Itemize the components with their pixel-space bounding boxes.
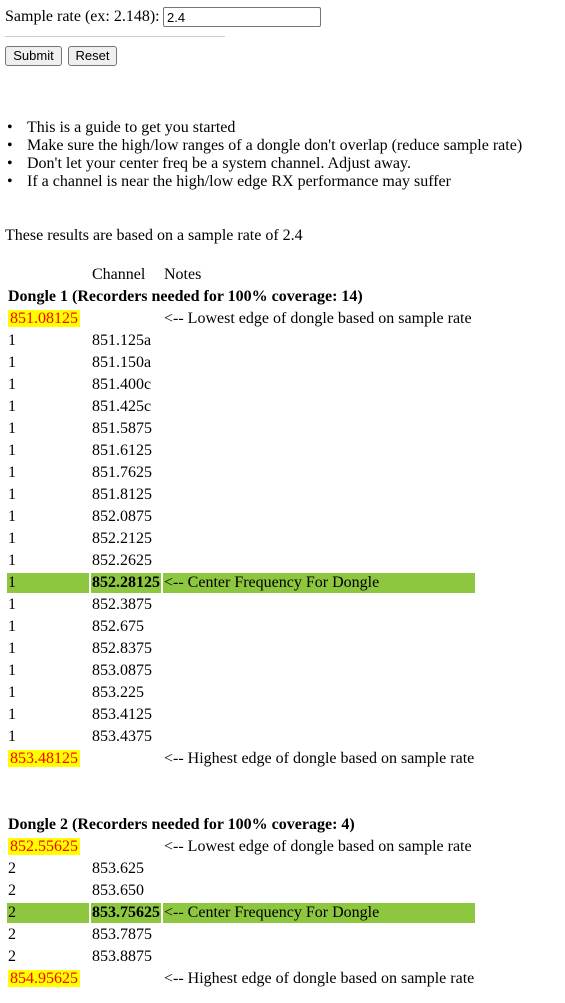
- sample-rate-input[interactable]: [163, 7, 321, 27]
- sample-rate-label: Sample rate (ex: 2.148):: [5, 8, 160, 25]
- dongle-1-section: [7, 287, 475, 769]
- table-row: [7, 551, 475, 571]
- table-row: [7, 595, 475, 615]
- section-spacer: [7, 771, 475, 813]
- recorder-number: 1: [8, 398, 16, 415]
- channel-frequency: 851.150a: [92, 354, 152, 371]
- notes-cell: [163, 595, 475, 615]
- recorder-number: 1: [8, 552, 16, 569]
- recorder-number: 2: [7, 903, 89, 923]
- high-edge-row: [7, 749, 475, 769]
- guide-item-text: If a channel is near the high/low edge RX performance may suffer: [27, 173, 451, 190]
- guide-item: [7, 119, 522, 137]
- channel-frequency: 852.8375: [92, 640, 152, 657]
- center-frequency-row: [7, 903, 475, 923]
- high-edge-cell: [7, 749, 89, 769]
- recorder-number: 1: [8, 508, 16, 525]
- table-row: [7, 507, 475, 527]
- notes-cell: [163, 375, 475, 395]
- guide-item-text: Don't let your center freq be a system channel. Adjust away.: [27, 155, 411, 172]
- notes-cell: [163, 683, 475, 703]
- notes-cell: [163, 529, 475, 549]
- notes-cell: [163, 947, 475, 967]
- channel-frequency: 851.7625: [92, 464, 152, 481]
- table-row: [7, 441, 475, 461]
- notes-cell: [163, 727, 475, 747]
- notes-cell: [163, 705, 475, 725]
- bullet-icon: •: [7, 137, 13, 154]
- notes-cell: [163, 881, 475, 901]
- recorder-number: 2: [8, 860, 16, 877]
- notes-cell: [163, 353, 475, 373]
- form-divider: [5, 36, 225, 37]
- spacer-cell: [7, 771, 475, 813]
- notes-cell: [163, 419, 475, 439]
- guide-list: [0, 119, 522, 191]
- sample-rate-form: [5, 6, 160, 28]
- dongle-title: Dongle 2 (Recorders needed for 100% coverage: 4): [8, 816, 355, 833]
- channel-frequency: 851.8125: [92, 486, 152, 503]
- table-row: [7, 859, 475, 879]
- center-frequency: 852.28125: [92, 574, 160, 591]
- sample-rate-summary: These results are based on a sample rate of 2.4: [5, 227, 303, 244]
- notes-cell: [163, 925, 475, 945]
- channel-frequency: 851.400c: [92, 376, 152, 393]
- notes-cell: [163, 463, 475, 483]
- header-recorder: [7, 265, 89, 285]
- table-row: [7, 485, 475, 505]
- table-row: [7, 947, 475, 967]
- channel-frequency: 851.425c: [92, 398, 152, 415]
- recorder-number: 1: [8, 640, 16, 657]
- table-row: [7, 881, 475, 901]
- high-edge-row: [7, 969, 475, 989]
- center-frequency-row: [7, 573, 475, 593]
- notes-cell: [163, 859, 475, 879]
- table-row: [7, 727, 475, 747]
- recorder-number: 1: [8, 596, 16, 613]
- recorder-number: 1: [8, 376, 16, 393]
- reset-button[interactable]: Reset: [68, 46, 117, 66]
- channel-frequency: 853.225: [92, 684, 144, 701]
- recorder-number: 1: [8, 684, 16, 701]
- guide-item-text: This is a guide to get you started: [27, 119, 236, 136]
- notes-cell: [163, 507, 475, 527]
- recorder-number: 1: [8, 728, 16, 745]
- table-row: [7, 375, 475, 395]
- bullet-icon: •: [7, 173, 13, 190]
- notes-cell: [163, 661, 475, 681]
- notes-cell: [163, 441, 475, 461]
- high-edge-cell: [7, 969, 89, 989]
- channel-frequency: 852.2125: [92, 530, 152, 547]
- empty-cell: [91, 749, 161, 769]
- recorder-number: 2: [8, 948, 16, 965]
- header-channel: Channel: [92, 266, 146, 283]
- empty-cell: [91, 309, 161, 329]
- channel-frequency: 851.125a: [92, 332, 152, 349]
- table-row: [7, 683, 475, 703]
- notes-cell: [163, 485, 475, 505]
- recorder-number: 1: [8, 618, 16, 635]
- center-frequency: 853.75625: [92, 904, 160, 921]
- table-header-row: [7, 265, 475, 285]
- channel-frequency: 851.6125: [92, 442, 152, 459]
- channel-frequency: 852.0875: [92, 508, 152, 525]
- guide-item-text: Make sure the high/low ranges of a dongle don't overlap (reduce sample rate): [27, 137, 523, 154]
- low-edge-value: 852.55625: [10, 838, 78, 855]
- table-row: [7, 705, 475, 725]
- table-row: [7, 617, 475, 637]
- channel-frequency: 851.5875: [92, 420, 152, 437]
- recorder-number: 1: [8, 332, 16, 349]
- results-table: [5, 263, 477, 991]
- table-row: [7, 639, 475, 659]
- table-row: [7, 353, 475, 373]
- center-note: <-- Center Frequency For Dongle: [163, 573, 475, 593]
- low-edge-cell: [7, 309, 89, 329]
- guide-item: [7, 155, 522, 173]
- bullet-icon: •: [7, 119, 13, 136]
- channel-frequency: 853.7875: [92, 926, 152, 943]
- recorder-number: 2: [8, 882, 16, 899]
- submit-button[interactable]: Submit: [5, 46, 62, 66]
- table-row: [7, 397, 475, 417]
- dongle-title: Dongle 1 (Recorders needed for 100% coverage: 14): [8, 288, 363, 305]
- table-row: [7, 661, 475, 681]
- empty-cell: [91, 837, 161, 857]
- table-row: [7, 529, 475, 549]
- channel-frequency: 852.2625: [92, 552, 152, 569]
- high-edge-value: 853.48125: [10, 750, 78, 767]
- dongle-title-row: [7, 287, 475, 307]
- recorder-number: 1: [8, 530, 16, 547]
- recorder-number: 1: [8, 706, 16, 723]
- guide-item: [7, 137, 523, 155]
- table-row: [7, 925, 475, 945]
- notes-cell: [163, 551, 475, 571]
- header-notes: Notes: [164, 266, 202, 283]
- table-row: [7, 331, 475, 351]
- channel-frequency: 853.8875: [92, 948, 152, 965]
- center-note: <-- Center Frequency For Dongle: [163, 903, 475, 923]
- recorder-number: 1: [8, 442, 16, 459]
- notes-cell: [163, 331, 475, 351]
- low-edge-note: <-- Lowest edge of dongle based on sample rate: [164, 838, 472, 855]
- high-edge-value: 854.95625: [10, 970, 78, 987]
- low-edge-row: [7, 309, 475, 329]
- low-edge-cell: [7, 837, 89, 857]
- notes-cell: [163, 397, 475, 417]
- channel-frequency: 852.675: [92, 618, 144, 635]
- table-row: [7, 419, 475, 439]
- notes-cell: [163, 617, 475, 637]
- channel-frequency: 853.625: [92, 860, 144, 877]
- recorder-number: 1: [8, 486, 16, 503]
- low-edge-note: <-- Lowest edge of dongle based on sample rate: [164, 310, 472, 327]
- table-row: [7, 463, 475, 483]
- low-edge-value: 851.08125: [10, 310, 78, 327]
- recorder-number: 2: [8, 926, 16, 943]
- empty-cell: [91, 969, 161, 989]
- channel-frequency: 853.4125: [92, 706, 152, 723]
- high-edge-note: <-- Highest edge of dongle based on sample rate: [164, 970, 475, 987]
- notes-cell: [163, 639, 475, 659]
- recorder-number: 1: [8, 464, 16, 481]
- recorder-number: 1: [8, 662, 16, 679]
- dongle-2-section: [7, 815, 475, 989]
- channel-frequency: 853.4375: [92, 728, 152, 745]
- dongle-title-row: [7, 815, 475, 835]
- bullet-icon: •: [7, 155, 13, 172]
- low-edge-row: [7, 837, 475, 857]
- channel-frequency: 853.650: [92, 882, 144, 899]
- high-edge-note: <-- Highest edge of dongle based on sample rate: [164, 750, 475, 767]
- recorder-number: 1: [8, 420, 16, 437]
- recorder-number: 1: [7, 573, 89, 593]
- guide-item: [7, 173, 522, 191]
- channel-frequency: 852.3875: [92, 596, 152, 613]
- channel-frequency: 853.0875: [92, 662, 152, 679]
- recorder-number: 1: [8, 354, 16, 371]
